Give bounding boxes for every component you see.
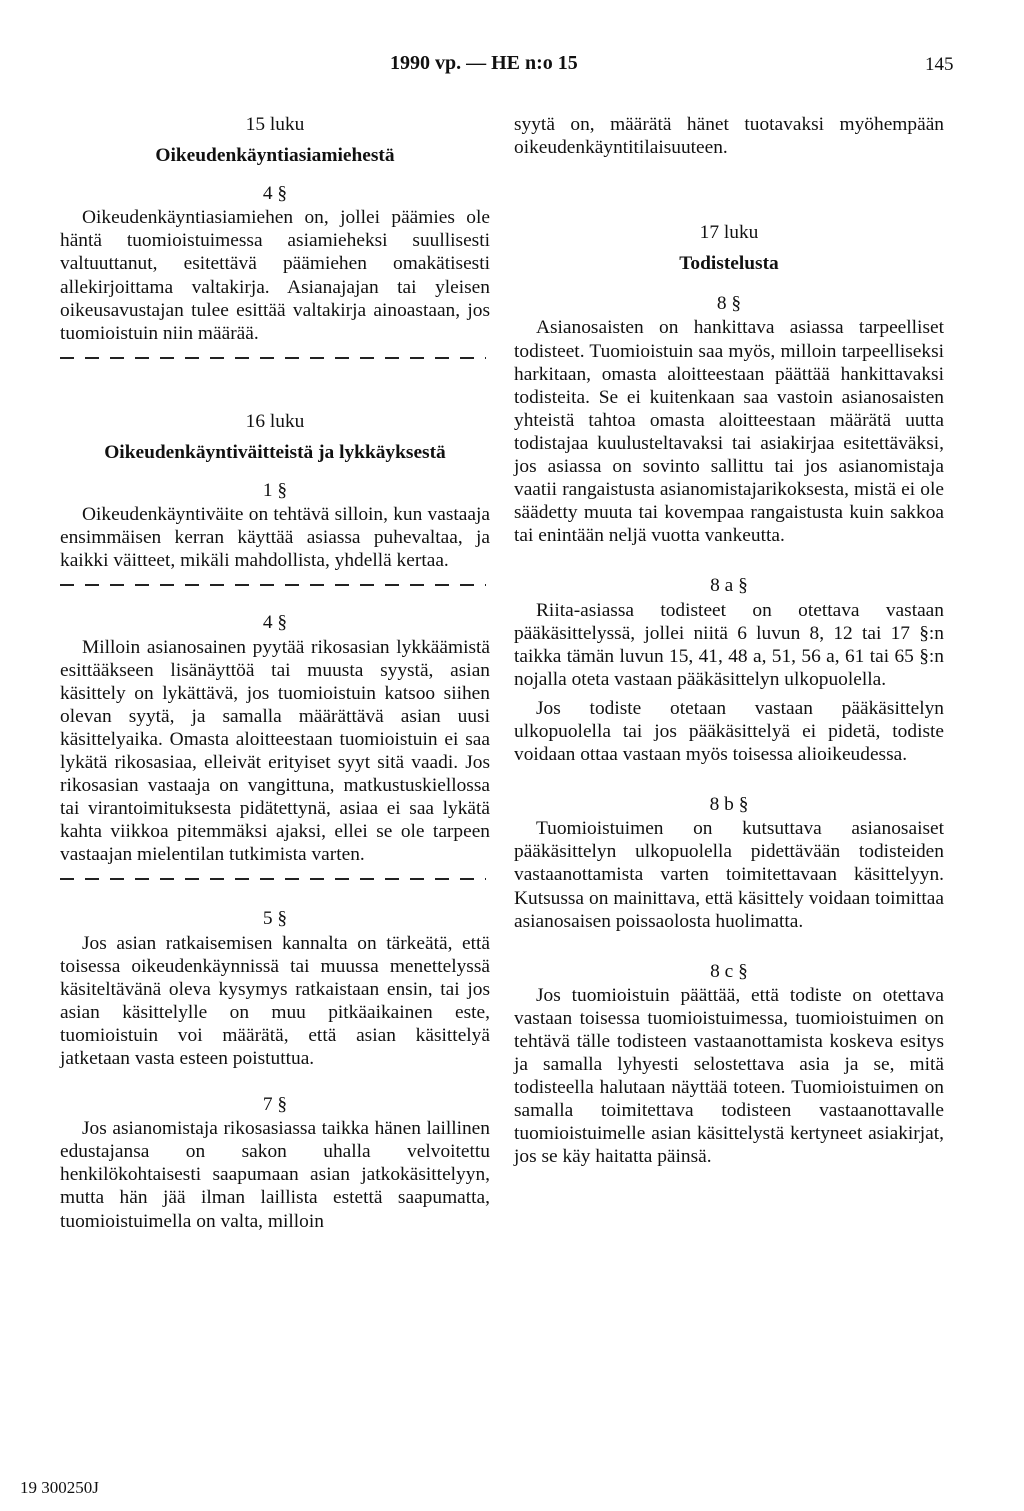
omission-line bbox=[60, 584, 486, 586]
section-heading: 5 § bbox=[262, 908, 288, 930]
section-text: Jos asian ratkaisemisen kannalta on tärkeätä, että toisessa oikeudenkäynnissä tai muussa menettelyssä käsiteltävänä oleva kysymys ratkaistaan ensin, tai jos asian käsittelylle on muu pitkäaikainen este, tuomioistuin voi määrätä, että asian käsittelyä jatketaan vasta esteen poistuttua. bbox=[60, 932, 490, 1069]
section-heading: 4 § bbox=[262, 612, 288, 634]
section-text: Oikeudenkäyntiasiamiehen on, jollei päämies ole häntä tuomioistuimessa asiamieheksi suullisesti valtuuttanut, esitettävä päämiehen omakätisesti allekirjoittama valtakirja. Asianajajan tai yleisen oikeusavustajan tulee esittää valtakirja ainoastaan, jos tuomioistuin niin määrää. bbox=[60, 207, 490, 344]
section-text: Jos asianomistaja rikosasiassa taikka hänen laillinen edustajansa on sakon uhalla velvoitettu henkilökohtaisesti saapumaan asian jatkokäsittelyyn, mutta hän jää ilman laillista estettä saapumatta, tuomioistuimella on valta, milloin bbox=[60, 1118, 490, 1232]
section-text: Jos tuomioistuin päättää, että todiste on otettava vastaan toisessa tuomioistuimessa, tuomioistuimen on tehtävä tälle todisteen vastaanottamista koskeva esitys ja samalla lyhyesti selostettava asia ja se, mitä todisteella halutaan näyttää toteen. Tuomioistuimen on samalla toimitettava todisteen vastaanottavalle tuomioistuimelle asian käsittelystä kertyneet asiakirjat, jos se käy haitatta päinsä. bbox=[514, 984, 944, 1168]
section-text: Jos todiste otetaan vastaan pääkäsittelyn ulkopuolella tai jos pääkäsittelyä ei pidetä, todiste voidaan ottaa vastaan myös toisessa alioikeudessa. bbox=[514, 697, 944, 766]
chapter-title: Todistelusta bbox=[679, 253, 779, 275]
print-code: 19 300250J bbox=[20, 1478, 99, 1497]
right-column bbox=[514, 113, 944, 1169]
chapter-number: 17 luku bbox=[699, 222, 759, 244]
page-header bbox=[0, 52, 1024, 82]
chapter-title: Oikeudenkäyntiasiamiehestä bbox=[155, 145, 395, 167]
omission-line bbox=[60, 357, 486, 359]
section-heading: 8 b § bbox=[709, 794, 749, 816]
chapter-title: Oikeudenkäyntiväitteistä ja lykkäyksestä bbox=[104, 441, 446, 463]
section-heading: 8 § bbox=[716, 293, 742, 315]
section-heading: 8 c § bbox=[710, 960, 748, 982]
section-heading: 7 § bbox=[262, 1094, 288, 1116]
continued-text: syytä on, määrätä hänet tuotavaksi myöhempään oikeudenkäyntitilaisuuteen. bbox=[514, 114, 944, 159]
page-number: 145 bbox=[925, 54, 954, 75]
section-text: Oikeudenkäyntiväite on tehtävä silloin, kun vastaaja ensimmäisen kerran käyttää asiassa puhevaltaa, ja kaikki väitteet, mikäli mahdollista, yhdellä kertaa. bbox=[60, 504, 490, 572]
chapter-number: 16 luku bbox=[245, 410, 305, 432]
section-heading: 1 § bbox=[262, 480, 288, 502]
chapter-number: 15 luku bbox=[245, 114, 305, 135]
section-text: Tuomioistuimen on kutsuttava asianosaiset pääkäsittelyn ulkopuolella pidettävään todisteiden vastaanottamista varten toimitettavaan käsittelyyn. Kutsussa on mainittava, että käsittely voidaan toimittaa asianosaisen poissaolosta huolimatta. bbox=[514, 818, 944, 932]
omission-line bbox=[60, 878, 486, 880]
document-reference: 1990 vp. — HE n:o 15 bbox=[390, 52, 578, 74]
section-heading: 4 § bbox=[262, 183, 288, 205]
section-text: Riita-asiassa todisteet on otettava vastaan pääkäsittelyssä, jollei niitä 6 luvun 8, 12 tai 17 §:n taikka tämän luvun 15, 41, 48 a, 51, 56 a, 61 tai 65 §:n nojalla oteta vastaan pääkäsittelyn ulkopuolella. bbox=[514, 599, 944, 690]
section-text: Milloin asianosainen pyytää rikosasian lykkäämistä esittääkseen lisänäyttöä tai muusta syystä, asian käsittely on lykättävä, jos tuomioistuin katsoo siihen olevan syytä, ja samalla määrättävä asian uusi käsittelyaika. Omasta aloitteestaan tuomioistuin ei saa lykätä rikosasiaa, elleivät erityiset syyt sitä vaadi. Jos rikosasian vastaaja on vangittuna, matkustuskiellossa tai virantoimituksesta pidätettynä, asiaa ei saa lykätä kahta viikkoa pitemmäksi ajaksi, ellei se ole tarpeen vastaajan mielentilan tutkimista varten. bbox=[60, 636, 490, 866]
section-heading: 8 a § bbox=[710, 575, 748, 597]
section-text: Asianosaisten on hankittava asiassa tarpeelliset todisteet. Tuomioistuin saa myös, milloin tarpeelliseksi harkitaan, omasta aloitteestaan päättää hankittavaksi todisteita. Se ei kuitenkaan saa vastoin asianosaisten yhteistä tahtoa omasta aloitteestaan määrätä uutta todistajaa kuulusteltavaksi tai asiakirjaa esitettäväksi, jos asiassa on sovinto sallittu tai jos asianomistaja vaatii rangaistusta asianomistajarikoksesta, mistä ei ole säädetty muuta tai kovempaa rangaistusta kuin sakkoa tai enintään neljä vuotta vankeutta. bbox=[514, 317, 944, 547]
left-column bbox=[60, 113, 490, 1233]
